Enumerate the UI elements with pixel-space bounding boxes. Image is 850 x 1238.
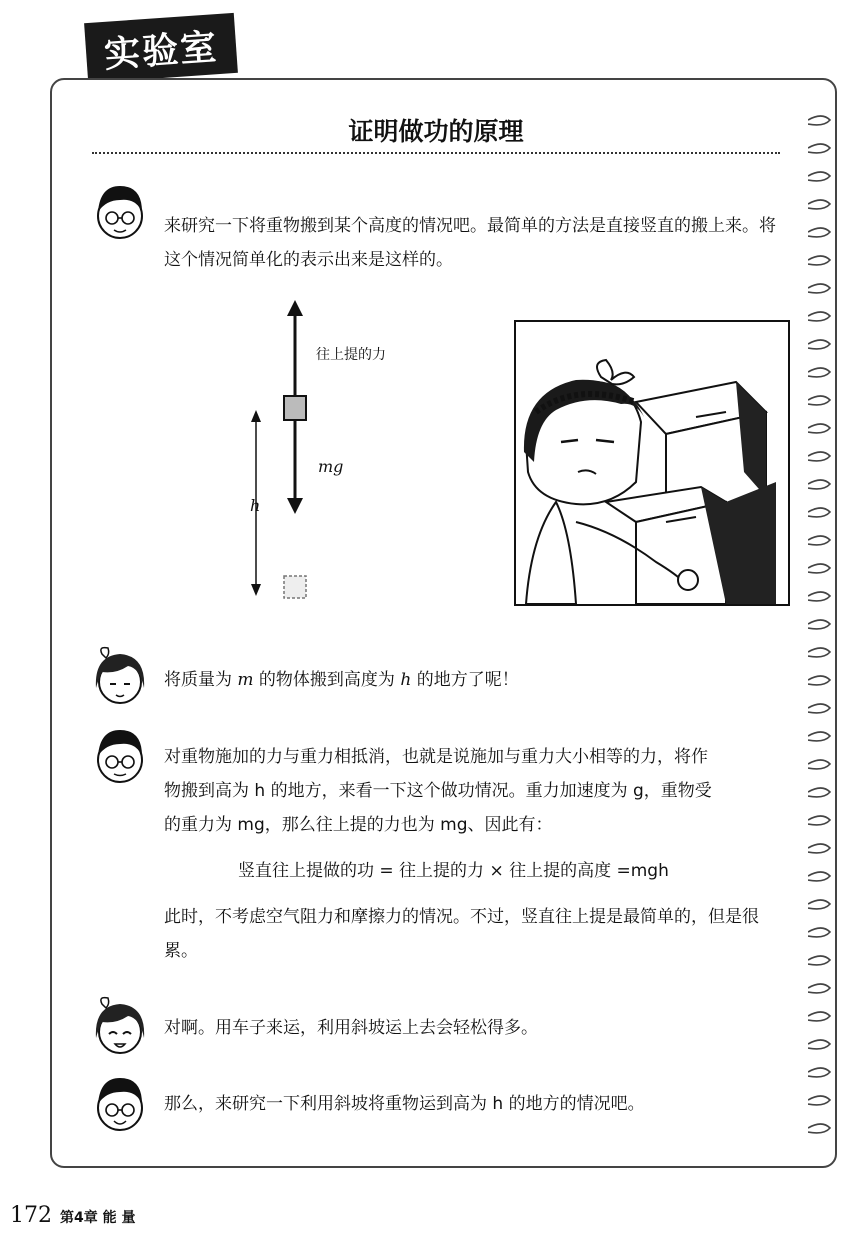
- professor-avatar-icon: [88, 178, 152, 248]
- chapter-label: 第4章 能 量: [60, 1210, 136, 1226]
- page-title: 证明做功的原理: [348, 117, 524, 146]
- page-number: 172: [10, 1203, 52, 1228]
- title-divider: [92, 152, 780, 154]
- dialogue-text-3-after: 此时，不考虑空气阻力和摩擦力的情况。不过，竖直往上提是最简单的，但是很累。: [164, 907, 759, 961]
- professor-avatar-icon: [88, 1070, 152, 1140]
- dialogue-text-1: 来研究一下将重物搬到某个高度的情况吧。最简单的方法是直接竖直的搬上来。将这个情况简单化的表示出来是这样的。: [164, 216, 776, 270]
- weight-label: mg: [318, 457, 344, 476]
- height-label: h: [250, 496, 261, 515]
- work-formula: 竖直往上提做的功 = 往上提的力 × 往上提的高度 =mgh: [238, 861, 669, 881]
- dialogue-3-line-1: 对重物施加的力与重力相抵消，也就是说施加与重力大小相等的力，将作: [164, 747, 708, 767]
- page-footer: [10, 1203, 136, 1228]
- girl-avatar-icon: [88, 994, 152, 1064]
- force-diagram: [240, 296, 370, 606]
- girl-carrying-boxes-illustration: [514, 320, 790, 606]
- girl-avatar-icon: [88, 644, 152, 714]
- dialogue-text-3: [164, 740, 794, 842]
- dialogue-3-line-3: 的重力为 mg，那么往上提的力也为 mg、因此有：: [164, 815, 553, 835]
- section-tab: [84, 13, 238, 83]
- up-force-label: 往上提的力: [316, 347, 386, 363]
- spiral-binding: [808, 100, 848, 1160]
- dialogue-3-line-2: 物搬到高为 h 的地方，来看一下这个做功情况。重力加速度为 g，重物受: [164, 781, 712, 801]
- dialogue-text-2: 将质量为 m 的物体搬到高度为 h 的地方了呢！: [164, 670, 519, 690]
- dialogue-text-4: 对啊。用车子来运，利用斜坡运上去会轻松得多。: [164, 1018, 538, 1038]
- dialogue-text-5: 那么，来研究一下利用斜坡将重物运到高为 h 的地方的情况吧。: [164, 1094, 645, 1114]
- tab-label: 实验室: [102, 26, 220, 76]
- professor-avatar-icon: [88, 722, 152, 792]
